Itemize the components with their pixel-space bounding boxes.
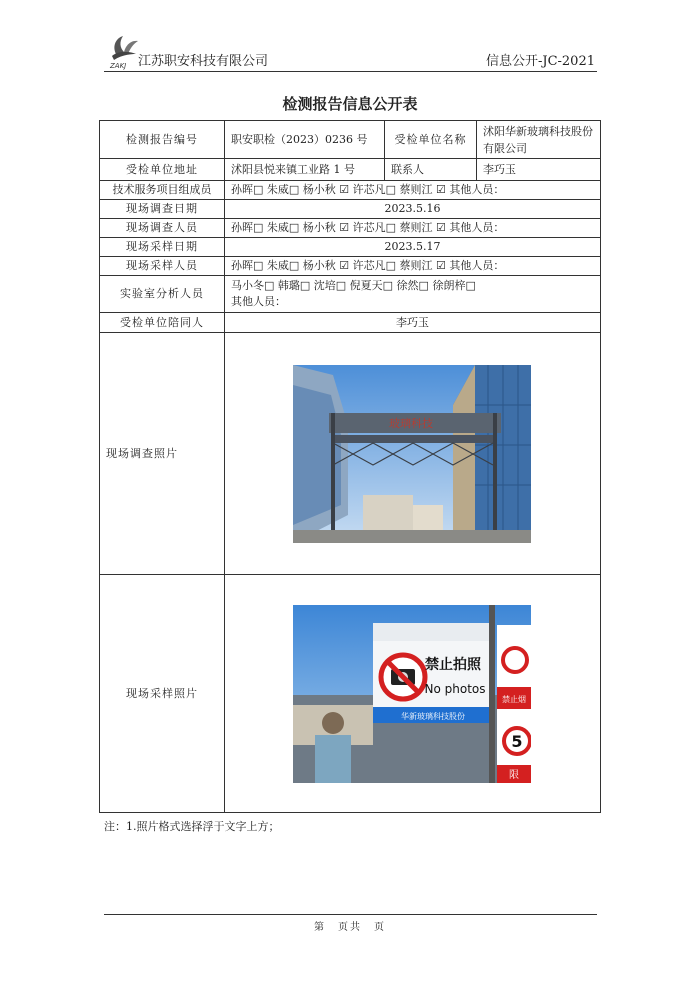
sample-photo-label: 现场采样照片 — [100, 575, 225, 813]
svg-text:华新玻璃科技股份: 华新玻璃科技股份 — [401, 712, 465, 721]
table-row — [100, 313, 601, 333]
team-value: 孙晖□ 朱威□ 杨小秋 ☑ 许芯凡□ 蔡则江 ☑ 其他人员： — [225, 181, 601, 200]
address-value: 沭阳县悦来镇工业路 1 号 — [225, 159, 385, 181]
page-header — [104, 30, 597, 72]
lab-value — [225, 276, 601, 313]
survey-photo — [293, 365, 531, 543]
survey-staff-value: 孙晖□ 朱威□ 杨小秋 ☑ 许芯凡□ 蔡则江 ☑ 其他人员： — [225, 219, 601, 238]
company-name: 江苏职安科技有限公司 — [138, 54, 269, 69]
table-row — [100, 238, 601, 257]
company-logo — [106, 32, 140, 70]
svg-text:限: 限 — [509, 770, 519, 781]
escort-label: 受检单位陪同人 — [100, 313, 225, 333]
survey-date-label: 现场调查日期 — [100, 200, 225, 219]
sample-staff-label: 现场采样人员 — [100, 257, 225, 276]
footer-divider — [104, 914, 597, 915]
table-row — [100, 159, 601, 181]
contact-value: 李巧玉 — [477, 159, 601, 181]
team-label: 技术服务项目组成员 — [100, 181, 225, 200]
report-no-value: 职安职检（2023）0236 号 — [225, 121, 385, 159]
survey-staff-label: 现场调查人员 — [100, 219, 225, 238]
svg-text:No photos: No photos — [424, 682, 486, 696]
unit-name-label: 受检单位名称 — [385, 121, 477, 159]
lab-value-line2: 其他人员： — [231, 295, 286, 308]
survey-date-value: 2023.5.16 — [225, 200, 601, 219]
svg-text:5: 5 — [511, 732, 523, 751]
address-label: 受检单位地址 — [100, 159, 225, 181]
sample-photo — [293, 605, 531, 783]
table-row — [100, 219, 601, 238]
page-title: 检测报告信息公开表 — [282, 95, 418, 113]
svg-text:玻璃科技: 玻璃科技 — [389, 417, 433, 430]
report-no-label: 检测报告编号 — [100, 121, 225, 159]
table-row — [100, 276, 601, 313]
svg-text:禁止烟: 禁止烟 — [502, 695, 526, 704]
lab-value-line1: 马小冬□ 韩璐□ 沈培□ 倪夏天□ 徐然□ 徐朗梓□ — [231, 279, 476, 292]
table-row — [100, 121, 601, 159]
sample-date-value: 2023.5.17 — [225, 238, 601, 257]
document-number: 信息公开-JC-2021 — [485, 54, 595, 69]
unit-name-value: 沭阳华新玻璃科技股份有限公司 — [477, 121, 601, 159]
table-row — [100, 181, 601, 200]
page-footer: 第 页共 页 — [314, 922, 386, 933]
escort-value: 李巧玉 — [225, 313, 601, 333]
survey-photo-label: 现场调查照片 — [100, 333, 225, 575]
svg-text:禁止拍照: 禁止拍照 — [425, 657, 481, 673]
svg-text:ZAKJ: ZAKJ — [110, 62, 127, 70]
sample-staff-value: 孙晖□ 朱威□ 杨小秋 ☑ 许芯凡□ 蔡则江 ☑ 其他人员： — [225, 257, 601, 276]
footnote: 注：1.照片格式选择浮于文字上方； — [104, 820, 280, 833]
table-row — [100, 200, 601, 219]
table-row — [100, 257, 601, 276]
lab-label: 实验室分析人员 — [100, 276, 225, 313]
sample-date-label: 现场采样日期 — [100, 238, 225, 257]
contact-label: 联系人 — [385, 159, 477, 181]
